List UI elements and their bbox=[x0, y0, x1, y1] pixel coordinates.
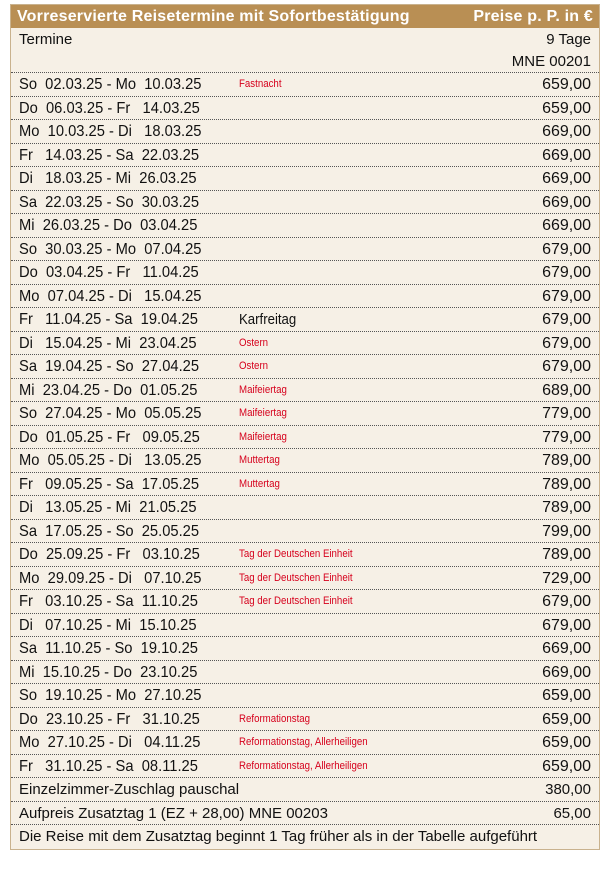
table-row bbox=[11, 708, 599, 732]
holiday-note: Reformationstag, Allerheiligen bbox=[239, 759, 368, 772]
travel-dates: Fr 03.10.25 - Sa 11.10.25 bbox=[19, 593, 198, 610]
travel-dates: Sa 22.03.25 - So 30.03.25 bbox=[19, 193, 200, 211]
table-row bbox=[11, 238, 599, 262]
table-row bbox=[11, 684, 599, 708]
table-row bbox=[11, 543, 599, 567]
price: 679,00 bbox=[542, 240, 591, 258]
price: 789,00 bbox=[542, 546, 591, 563]
travel-dates: Di 18.03.25 - Mi 26.03.25 bbox=[19, 170, 197, 187]
holiday-note: Ostern bbox=[239, 360, 269, 372]
table-row bbox=[11, 755, 599, 779]
holiday-note: Muttertag bbox=[239, 477, 280, 490]
price: 659,00 bbox=[542, 76, 591, 93]
holiday-note: Maifeiertag bbox=[239, 407, 287, 419]
price: 679,00 bbox=[542, 264, 591, 281]
holiday-note: Maifeiertag bbox=[239, 430, 287, 443]
travel-dates: Mo 05.05.25 - Di 13.05.25 bbox=[19, 452, 202, 469]
table-row bbox=[11, 590, 599, 614]
table-row bbox=[11, 567, 599, 591]
price-table-panel bbox=[10, 4, 600, 850]
column-header bbox=[11, 28, 599, 50]
table-row bbox=[11, 379, 599, 403]
price: 659,00 bbox=[542, 710, 591, 728]
duration-label: 9 Tage bbox=[546, 30, 591, 48]
holiday-note: Reformationstag bbox=[239, 712, 311, 725]
price: 679,00 bbox=[542, 616, 591, 634]
price: 669,00 bbox=[542, 640, 591, 657]
table-row bbox=[11, 731, 599, 755]
travel-dates: Mo 29.09.25 - Di 07.10.25 bbox=[19, 569, 202, 587]
table-row bbox=[11, 73, 599, 97]
travel-dates: Mo 10.03.25 - Di 18.03.25 bbox=[19, 123, 202, 140]
price: 779,00 bbox=[542, 405, 591, 422]
travel-dates: Di 07.10.25 - Mi 15.10.25 bbox=[19, 616, 197, 634]
holiday-note: Tag der Deutschen Einheit bbox=[239, 548, 353, 560]
table-row bbox=[11, 614, 599, 638]
table-row bbox=[11, 308, 599, 332]
travel-dates: So 30.03.25 - Mo 07.04.25 bbox=[19, 240, 202, 258]
footnote-row bbox=[11, 825, 599, 849]
travel-dates: Do 01.05.25 - Fr 09.05.25 bbox=[19, 428, 200, 446]
footnote: Die Reise mit dem Zusatztag beginnt 1 Tag früher als in der Tabelle aufgeführt bbox=[19, 828, 538, 845]
single-room-label: Einzelzimmer-Zuschlag pauschal bbox=[19, 781, 240, 798]
price: 679,00 bbox=[542, 358, 591, 375]
travel-dates: Fr 14.03.25 - Sa 22.03.25 bbox=[19, 146, 200, 164]
table-row bbox=[11, 426, 599, 450]
holiday-note: Karfreitag bbox=[239, 311, 297, 328]
price: 779,00 bbox=[542, 428, 591, 446]
table-row bbox=[11, 355, 599, 379]
travel-dates: Mi 26.03.25 - Do 03.04.25 bbox=[19, 217, 198, 234]
price: 679,00 bbox=[542, 311, 591, 328]
dates-column-label: Termine bbox=[19, 30, 73, 48]
price: 659,00 bbox=[542, 757, 591, 775]
price: 659,00 bbox=[542, 734, 591, 751]
price: 689,00 bbox=[542, 381, 591, 399]
table-row bbox=[11, 637, 599, 661]
travel-dates: Do 06.03.25 - Fr 14.03.25 bbox=[19, 99, 200, 117]
table-row bbox=[11, 402, 599, 426]
tour-code: MNE 00201 bbox=[511, 52, 591, 70]
travel-dates: Fr 09.05.25 - Sa 17.05.25 bbox=[19, 475, 200, 493]
holiday-note: Ostern bbox=[239, 336, 269, 349]
travel-dates: Fr 31.10.25 - Sa 08.11.25 bbox=[19, 757, 198, 775]
price: 729,00 bbox=[542, 569, 591, 587]
travel-dates: Mo 27.10.25 - Di 04.11.25 bbox=[19, 734, 201, 751]
date-rows bbox=[11, 73, 599, 778]
table-row bbox=[11, 332, 599, 356]
holiday-note: Tag der Deutschen Einheit bbox=[239, 595, 353, 607]
price: 669,00 bbox=[542, 663, 591, 681]
table-row bbox=[11, 473, 599, 497]
price: 789,00 bbox=[542, 499, 591, 516]
table-row bbox=[11, 496, 599, 520]
travel-dates: Sa 11.10.25 - So 19.10.25 bbox=[19, 640, 198, 657]
tour-code-row bbox=[11, 50, 599, 73]
holiday-note: Fastnacht bbox=[239, 78, 282, 90]
holiday-note: Muttertag bbox=[239, 454, 280, 466]
travel-dates: Mi 15.10.25 - Do 23.10.25 bbox=[19, 663, 198, 681]
table-title: Vorreservierte Reisetermine mit Sofortbestätigung bbox=[17, 7, 410, 25]
extra-day-label: Aufpreis Zusatztag 1 (EZ + 28,00) MNE 00203 bbox=[19, 804, 328, 822]
price: 789,00 bbox=[542, 475, 591, 493]
table-row bbox=[11, 661, 599, 685]
table-row bbox=[11, 449, 599, 473]
table-row bbox=[11, 285, 599, 309]
travel-dates: So 27.04.25 - Mo 05.05.25 bbox=[19, 405, 202, 422]
table-row bbox=[11, 191, 599, 215]
holiday-note: Reformationstag, Allerheiligen bbox=[239, 736, 368, 748]
travel-dates: Sa 19.04.25 - So 27.04.25 bbox=[19, 358, 200, 375]
price: 669,00 bbox=[542, 170, 591, 187]
extra-day-price: 65,00 bbox=[553, 804, 591, 822]
travel-dates: Do 25.09.25 - Fr 03.10.25 bbox=[19, 546, 200, 563]
price-unit-note: Preise p. P. in € bbox=[473, 7, 593, 25]
price: 659,00 bbox=[542, 99, 591, 117]
price: 789,00 bbox=[542, 452, 591, 469]
travel-dates: Mi 23.04.25 - Do 01.05.25 bbox=[19, 381, 198, 399]
holiday-note: Maifeiertag bbox=[239, 383, 287, 396]
table-row bbox=[11, 214, 599, 238]
travel-dates: Do 03.04.25 - Fr 11.04.25 bbox=[19, 264, 199, 281]
travel-dates: Di 15.04.25 - Mi 23.04.25 bbox=[19, 334, 197, 352]
table-row bbox=[11, 520, 599, 544]
travel-dates: Do 23.10.25 - Fr 31.10.25 bbox=[19, 710, 200, 728]
price: 669,00 bbox=[542, 123, 591, 140]
extra-day-row bbox=[11, 802, 599, 826]
table-row bbox=[11, 261, 599, 285]
table-row bbox=[11, 144, 599, 168]
table-row bbox=[11, 167, 599, 191]
travel-dates: Sa 17.05.25 - So 25.05.25 bbox=[19, 522, 200, 540]
single-room-price: 380,00 bbox=[545, 781, 591, 798]
travel-dates: So 19.10.25 - Mo 27.10.25 bbox=[19, 687, 202, 704]
price: 659,00 bbox=[542, 687, 591, 704]
single-room-row bbox=[11, 778, 599, 802]
price: 669,00 bbox=[542, 193, 591, 211]
price: 799,00 bbox=[542, 522, 591, 540]
table-row bbox=[11, 97, 599, 121]
travel-dates: Mo 07.04.25 - Di 15.04.25 bbox=[19, 287, 202, 305]
price: 679,00 bbox=[542, 287, 591, 305]
travel-dates: Fr 11.04.25 - Sa 19.04.25 bbox=[19, 311, 198, 328]
travel-dates: So 02.03.25 - Mo 10.03.25 bbox=[19, 76, 202, 93]
travel-dates: Di 13.05.25 - Mi 21.05.25 bbox=[19, 499, 197, 516]
price: 669,00 bbox=[542, 217, 591, 234]
holiday-note: Tag der Deutschen Einheit bbox=[239, 571, 353, 584]
table-header bbox=[11, 5, 599, 28]
price: 679,00 bbox=[542, 593, 591, 610]
price: 669,00 bbox=[542, 146, 591, 164]
table-row bbox=[11, 120, 599, 144]
price: 679,00 bbox=[542, 334, 591, 352]
